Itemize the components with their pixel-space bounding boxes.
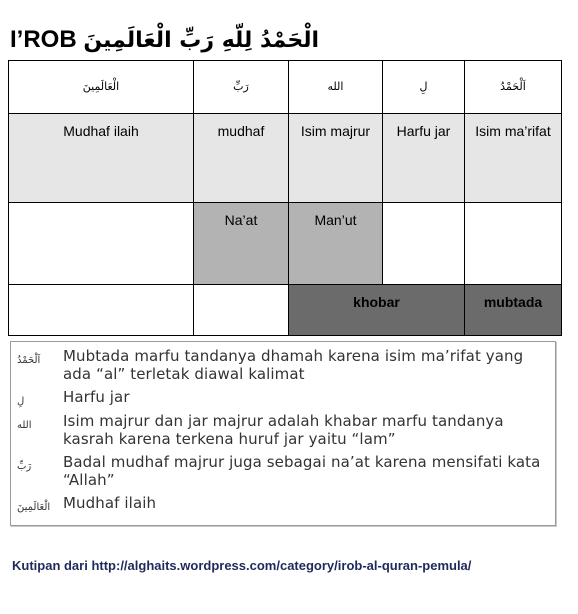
explanation-item xyxy=(11,494,555,513)
cell-mubtada: mubtada xyxy=(465,285,562,336)
explanation-text: Mubtada marfu tandanya dhamah karena isim ma’rifat yang ada “al” terletak diawal kalimat xyxy=(63,347,524,383)
cell-word-allah: الله xyxy=(289,61,383,114)
cell-role-mudhaf-ilaih: Mudhaf ilaih xyxy=(9,114,194,203)
irob-table xyxy=(8,60,562,336)
cell-pred-empty-2 xyxy=(194,285,289,336)
source-citation: Kutipan dari http://alghaits.wordpress.com/category/irob-al-quran-pemula/ xyxy=(12,558,472,573)
explanation-text: Harfu jar xyxy=(63,388,130,406)
cell-naat: Na’at xyxy=(194,203,289,285)
explanation-arabic: اَلْحَمْدُ xyxy=(17,355,41,366)
cell-role-harfu-jar: Harfu jar xyxy=(383,114,465,203)
arabic-word-row xyxy=(9,61,562,114)
cell-manut: Man’ut xyxy=(289,203,383,285)
explanation-text: Isim majrur dan jar majrur adalah khabar marfu tandanya kasrah karena terkena huruf jar yaitu “lam” xyxy=(63,412,504,448)
cell-pred-empty-1 xyxy=(9,285,194,336)
cell-naat-empty-4 xyxy=(383,203,465,285)
cell-word-li: لِ xyxy=(383,61,465,114)
cell-role-isim-majrur: Isim majrur xyxy=(289,114,383,203)
cell-role-mudhaf: mudhaf xyxy=(194,114,289,203)
cell-naat-empty-5 xyxy=(465,203,562,285)
explanation-arabic: الْعَالَمِينَ xyxy=(17,502,51,513)
explanation-text: Badal mudhaf majrur juga sebagai na’at karena mensifati kata “Allah” xyxy=(63,453,541,489)
predicate-row xyxy=(9,285,562,336)
explanation-item xyxy=(11,453,555,489)
explanation-text: Mudhaf ilaih xyxy=(63,494,157,512)
explanation-arabic: الله xyxy=(17,420,32,431)
title-arabic: الْحَمْدُ لِلّهِ رَبِّ الْعَالَمِينَ xyxy=(83,28,320,53)
cell-role-isim-marifat: Isim ma’rifat xyxy=(465,114,562,203)
cell-khobar: khobar xyxy=(289,285,465,336)
explanation-item xyxy=(11,388,555,407)
page-title xyxy=(10,24,319,57)
explanation-box xyxy=(10,341,556,526)
explanation-item xyxy=(11,412,555,448)
explanation-arabic: لِ xyxy=(17,396,25,407)
title-latin: I’ROB xyxy=(10,26,77,53)
naat-row xyxy=(9,203,562,285)
cell-word-alamin: الْعَالَمِينَ xyxy=(9,61,194,114)
cell-word-rabbi: رَبِّ xyxy=(194,61,289,114)
cell-word-alhamdu: اَلْحَمْدُ xyxy=(465,61,562,114)
grammar-role-row xyxy=(9,114,562,203)
explanation-arabic: رَبِّ xyxy=(17,461,32,472)
explanation-item xyxy=(11,347,555,383)
cell-naat-empty-1 xyxy=(9,203,194,285)
